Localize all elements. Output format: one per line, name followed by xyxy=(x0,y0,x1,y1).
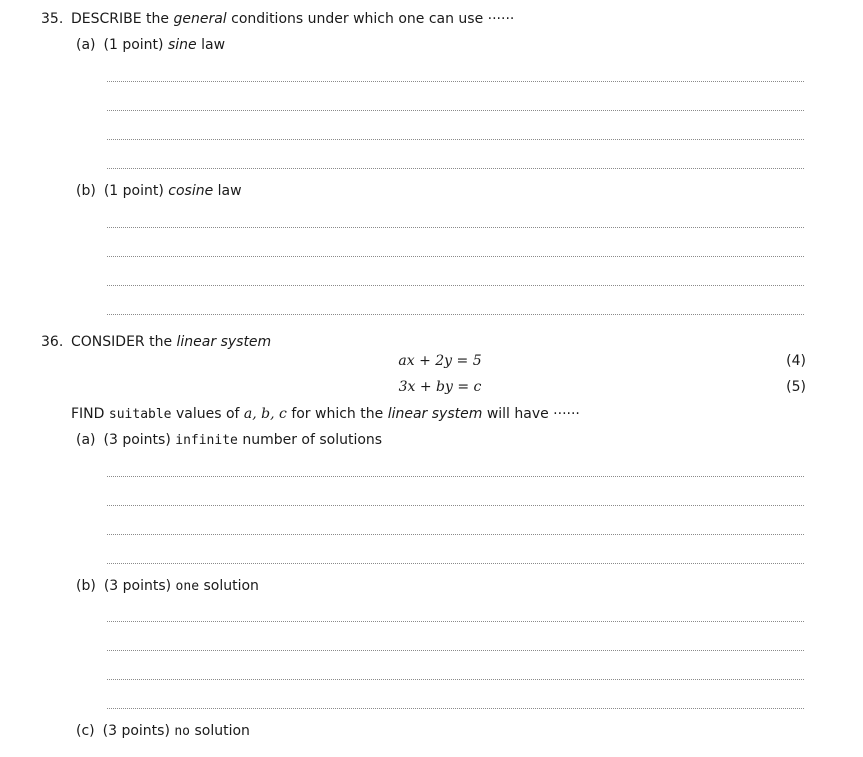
answer-line[interactable] xyxy=(107,679,804,680)
part-text: law xyxy=(201,37,226,53)
equation-4: ax + 2y = 5 xyxy=(398,353,482,369)
answer-line[interactable] xyxy=(107,534,804,535)
find-variables: a, b, c xyxy=(243,406,287,422)
find-word: FIND xyxy=(71,406,105,422)
part-points: (3 points) xyxy=(103,432,171,448)
part-label: (a) xyxy=(76,432,96,448)
part-text: solution xyxy=(194,723,250,739)
part-points: (1 point) xyxy=(103,37,164,53)
equation-5: 3x + by = c xyxy=(398,379,482,395)
q36-pre: CONSIDER the xyxy=(71,334,173,350)
answer-line[interactable] xyxy=(107,227,804,228)
answer-line[interactable] xyxy=(107,256,804,257)
answer-line[interactable] xyxy=(107,314,804,315)
q36-part-a xyxy=(76,431,382,450)
question-35-prompt xyxy=(71,10,514,28)
part-text: law xyxy=(217,183,242,199)
answer-line[interactable] xyxy=(107,621,804,622)
equation-5-number: (5) xyxy=(786,379,806,395)
find-emphasis: linear system xyxy=(387,406,483,422)
part-keyword: one xyxy=(175,579,200,594)
q36-part-c xyxy=(76,722,250,741)
find-text: will have ······ xyxy=(486,406,580,422)
answer-line[interactable] xyxy=(107,476,804,477)
part-emphasis: sine xyxy=(167,37,197,53)
question-36-prompt xyxy=(71,333,271,351)
part-text: solution xyxy=(203,578,259,594)
answer-line[interactable] xyxy=(107,81,804,82)
part-label: (c) xyxy=(76,723,95,739)
part-label: (b) xyxy=(76,183,96,199)
part-label: (b) xyxy=(76,578,96,594)
part-text: number of solutions xyxy=(242,432,383,448)
part-keyword: no xyxy=(174,724,191,739)
part-points: (1 point) xyxy=(103,183,164,199)
answer-line[interactable] xyxy=(107,168,804,169)
find-text: for which the xyxy=(291,406,384,422)
question-35-number: 35. xyxy=(41,11,64,27)
q36-part-b xyxy=(76,577,259,596)
answer-line[interactable] xyxy=(107,505,804,506)
question-36-number: 36. xyxy=(41,334,64,350)
part-label: (a) xyxy=(76,37,96,53)
q35-pre: DESCRIBE the xyxy=(71,11,170,27)
answer-line[interactable] xyxy=(107,285,804,286)
equation-4-number: (4) xyxy=(786,353,806,369)
q36-find-instruction xyxy=(71,405,580,424)
answer-line[interactable] xyxy=(107,650,804,651)
part-emphasis: cosine xyxy=(168,183,214,199)
part-points: (3 points) xyxy=(102,723,170,739)
find-text: values of xyxy=(175,406,240,422)
q35-post: conditions under which one can use ······ xyxy=(231,11,515,27)
answer-line[interactable] xyxy=(107,139,804,140)
part-keyword: infinite xyxy=(175,433,238,448)
q35-part-a xyxy=(76,36,225,54)
answer-line[interactable] xyxy=(107,110,804,111)
part-points: (3 points) xyxy=(103,578,172,594)
answer-line[interactable] xyxy=(107,708,804,709)
q35-emphasis: general xyxy=(173,11,227,27)
q36-emphasis: linear system xyxy=(176,334,272,350)
q35-part-b xyxy=(76,182,242,200)
find-mono-word: suitable xyxy=(108,407,172,422)
answer-line[interactable] xyxy=(107,563,804,564)
